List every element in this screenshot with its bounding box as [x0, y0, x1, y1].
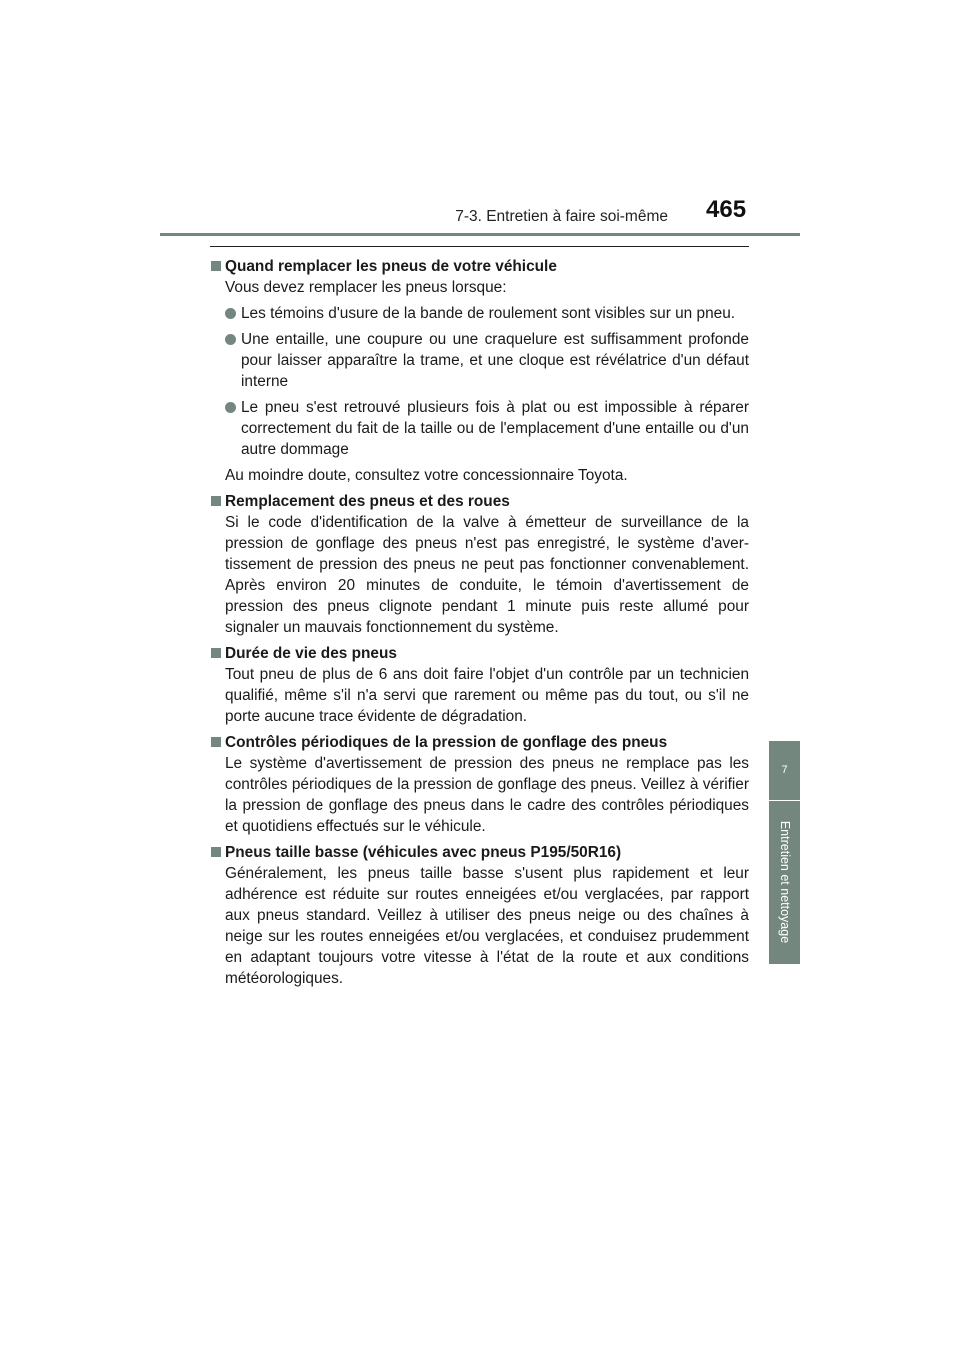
round-bullet-icon [225, 402, 236, 413]
section-title-text: Quand remplacer les pneus de votre véhicule [225, 258, 557, 275]
section-title [211, 732, 749, 753]
main-content [211, 256, 749, 994]
list-item [225, 303, 749, 324]
list-item [225, 397, 749, 460]
list-item-text: Les témoins d'usure de la bande de roulement sont visibles sur un pneu. [241, 305, 736, 322]
page-number: 465 [706, 196, 747, 223]
list-item-text: Une entaille, une coupure ou une craquelure est suffisamment profonde pour laisser apparaître la trame, et une cloque est révélatrice d'un défaut interne [241, 331, 749, 390]
section-outro: Au moindre doute, consultez votre concessionnaire Toyota. [225, 467, 628, 484]
section-body: Le système d'avertissement de pression des pneus ne remplace pas les contrôles périodiques de la pression de gonflage des pneus. Veillez à vérifier la pression de gonflage des pneus dans le cadre des contrôles périodiques et quotidiens effectués sur le véhicule. [225, 755, 749, 835]
section-pressure-checks [211, 732, 749, 837]
section-intro: Vous devez remplacer les pneus lorsque: [225, 279, 507, 296]
section-title [211, 256, 749, 277]
section-title [211, 643, 749, 664]
section-title [211, 842, 749, 863]
chapter-title: Entretien et nettoyage [778, 820, 792, 944]
square-bullet-icon [211, 847, 221, 857]
section-when-replace [211, 256, 749, 486]
section-body: Si le code d'identification de la valve à émetteur de surveillance de la pression de gonflage des pneus n'est pas enregistré, le système d'avertissement de pression des pneus ne peut pas fonctionner convenablement. Après environ 20 minutes de conduite, le témoin d'avertissement de pression des pneus clignote pendant 1 minute puis reste allumé pour signaler un mauvais fonctionnement du système. [225, 514, 749, 636]
section-title-text: Remplacement des pneus et des roues [225, 493, 510, 510]
section-title-text: Durée de vie des pneus [225, 645, 397, 662]
square-bullet-icon [211, 737, 221, 747]
list-item [225, 329, 749, 392]
round-bullet-icon [225, 308, 236, 319]
section-body: Tout pneu de plus de 6 ans doit faire l'objet d'un contrôle par un technicien qualifié, même s'il n'a servi que rarement ou même pas du tout, ou s'il ne porte aucune trace évidente de dégradation. [225, 666, 749, 725]
section-tire-wheel-replacement [211, 491, 749, 638]
square-bullet-icon [211, 648, 221, 658]
square-bullet-icon [211, 261, 221, 271]
section-body: Généralement, les pneus taille basse s'usent plus rapidement et leur adhérence est réduite sur routes enneigées et/ou verglacées, par rapport aux pneus standard. Veillez à utiliser des pneus neige ou des chaînes à neige sur les routes enneigées et/ou verglacées, et conduisez prudemment en adaptant toujours votre vitesse à l'état de la route et aux conditions météorologiques. [225, 865, 749, 987]
round-bullet-icon [225, 334, 236, 345]
section-tire-lifespan [211, 643, 749, 727]
bullet-list [211, 303, 749, 460]
section-title [211, 491, 749, 512]
section-title-text: Contrôles périodiques de la pression de gonflage des pneus [225, 734, 668, 751]
list-item-text: Le pneu s'est retrouvé plusieurs fois à plat ou est impossible à réparer correctement du fait de la taille ou de l'emplacement d'une entaille ou d'un autre dommage [241, 399, 749, 458]
content-rule [210, 246, 749, 247]
square-bullet-icon [211, 496, 221, 506]
section-header: 7-3. Entretien à faire soi-même [455, 208, 668, 225]
header-rule [160, 233, 800, 236]
section-title-text: Pneus taille basse (véhicules avec pneus P195/50R16) [225, 844, 622, 861]
chapter-number-tab: 7 [769, 741, 800, 800]
section-low-profile-tires [211, 842, 749, 989]
